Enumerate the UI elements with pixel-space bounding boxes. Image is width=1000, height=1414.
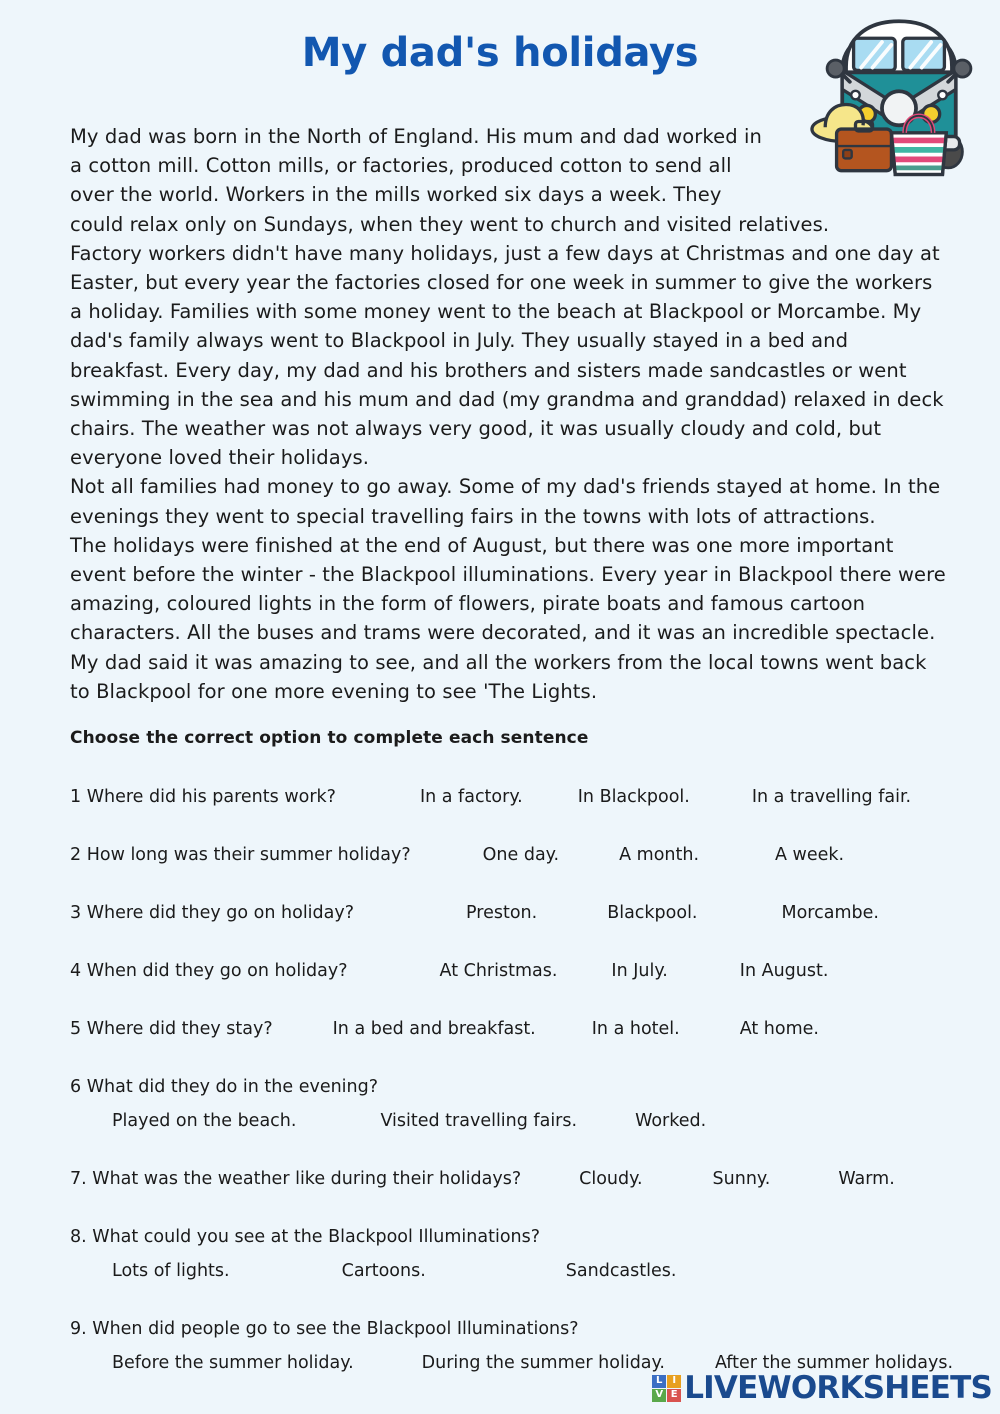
answer-option[interactable]: Sunny.	[712, 1169, 771, 1189]
answer-option[interactable]: At Christmas.	[439, 961, 558, 981]
question-list	[70, 780, 960, 1380]
answer-option[interactable]: Morcambe.	[781, 903, 879, 923]
answer-option[interactable]: In July.	[611, 961, 668, 981]
answer-option[interactable]: One day.	[482, 845, 560, 865]
answer-option[interactable]: At home.	[739, 1019, 819, 1039]
answer-option[interactable]: In a bed and breakfast.	[332, 1019, 536, 1039]
question-block	[70, 1070, 960, 1138]
answer-option[interactable]: Preston.	[466, 903, 538, 923]
logo-tile-l: L	[652, 1375, 666, 1388]
question-block	[70, 780, 960, 814]
question-block	[70, 1220, 960, 1288]
logo-wordmark: LIVEWORKSHEETS	[684, 1369, 992, 1406]
answer-option-row	[70, 1254, 960, 1288]
answer-option[interactable]: Sandcastles.	[565, 1261, 677, 1281]
exercise-section	[70, 728, 960, 1404]
answer-option[interactable]: Visited travelling fairs.	[380, 1111, 578, 1131]
question-text: 4 When did they go on holiday?	[70, 961, 348, 981]
answer-option-row	[70, 1104, 960, 1138]
question-row	[70, 780, 960, 814]
question-text: 9. When did people go to see the Blackpool Illuminations?	[70, 1319, 579, 1339]
answer-option[interactable]: A month.	[619, 845, 700, 865]
answer-option[interactable]: Blackpool.	[607, 903, 698, 923]
logo-tile-i: I	[667, 1375, 681, 1388]
answer-option[interactable]: Lots of lights.	[112, 1261, 230, 1281]
question-text: 5 Where did they stay?	[70, 1019, 273, 1039]
logo-tile-v: V	[652, 1389, 666, 1402]
answer-option[interactable]: In a factory.	[419, 787, 523, 807]
answer-option[interactable]: In a hotel.	[591, 1019, 680, 1039]
liveworksheets-logo	[652, 1368, 992, 1408]
question-text: 1 Where did his parents work?	[70, 787, 336, 807]
answer-option[interactable]: A week.	[775, 845, 845, 865]
answer-option[interactable]: Cloudy.	[579, 1169, 643, 1189]
question-row	[70, 1312, 960, 1346]
answer-option[interactable]: In August.	[739, 961, 829, 981]
passage-paragraph-1: My dad was born in the North of England. His mum and dad worked in a cotton mill. Cotton mills, or factories, produced cotton to send all over the world. Workers in the mills worked six days a week. They could relax only on Sundays, when they went to church and visited relatives.	[70, 125, 830, 236]
answer-option[interactable]: Played on the beach.	[112, 1111, 297, 1131]
passage-paragraph-4: The holidays were finished at the end of August, but there was one more important event before the winter - the Blackpool illuminations. Every year in Blackpool there were amazing, coloured lights in the form of flowers, pirate boats and famous cartoon characters. All the buses and trams were decorated, and it was an incredible spectacle. My dad said it was amazing to see, and all the workers from the local towns went back to Blackpool for one more evening to see 'The Lights.	[70, 533, 946, 703]
question-row	[70, 838, 960, 872]
question-block	[70, 838, 960, 872]
question-row	[70, 896, 960, 930]
question-text: 8. What could you see at the Blackpool Illuminations?	[70, 1227, 541, 1247]
answer-option[interactable]: In Blackpool.	[577, 787, 690, 807]
question-text: 7. What was the weather like during their holidays?	[70, 1169, 522, 1189]
question-row	[70, 1070, 960, 1104]
question-block	[70, 896, 960, 930]
logo-tiles	[652, 1375, 681, 1402]
worksheet-header	[0, 0, 1000, 108]
answer-option[interactable]: Warm.	[838, 1169, 895, 1189]
passage-paragraph-3: Not all families had money to go away. Some of my dad's friends stayed at home. In the evenings they went to special travelling fairs in the towns with lots of attractions.	[70, 475, 941, 528]
question-row	[70, 1220, 960, 1254]
passage-paragraph-2: Factory workers didn't have many holidays, just a few days at Christmas and one day at Easter, but every year the factories closed for one week in summer to give the workers a holiday. Families with some money went to the beach at Blackpool or Morcambe. My dad's family always went to Blackpool in July. They usually stayed in a bed and breakfast. Every day, my dad and his brothers and sisters made sandcastles or went swimming in the sea and his mum and dad (my grandma and granddad) relaxed in deck chairs. The weather was not always very good, it was usually cloudy and cold, but everyone loved their holidays.	[70, 241, 944, 470]
answer-option[interactable]: During the summer holiday.	[421, 1353, 665, 1373]
question-row	[70, 954, 960, 988]
question-text: 2 How long was their summer holiday?	[70, 845, 411, 865]
page-title: My dad's holidays	[301, 30, 699, 76]
question-row	[70, 1012, 960, 1046]
reading-passage	[70, 122, 950, 706]
question-text: 6 What did they do in the evening?	[70, 1077, 379, 1097]
answer-option[interactable]: Cartoons.	[341, 1261, 426, 1281]
question-block	[70, 954, 960, 988]
question-block	[70, 1012, 960, 1046]
answer-option[interactable]: After the summer holidays.	[714, 1353, 954, 1373]
answer-option[interactable]: In a travelling fair.	[751, 787, 912, 807]
question-row	[70, 1162, 960, 1196]
question-text: 3 Where did they go on holiday?	[70, 903, 355, 923]
exercise-instruction: Choose the correct option to complete each sentence	[70, 728, 589, 748]
logo-tile-e: E	[667, 1389, 681, 1402]
question-block	[70, 1162, 960, 1196]
answer-option[interactable]: Before the summer holiday.	[112, 1353, 354, 1373]
answer-option[interactable]: Worked.	[635, 1111, 707, 1131]
